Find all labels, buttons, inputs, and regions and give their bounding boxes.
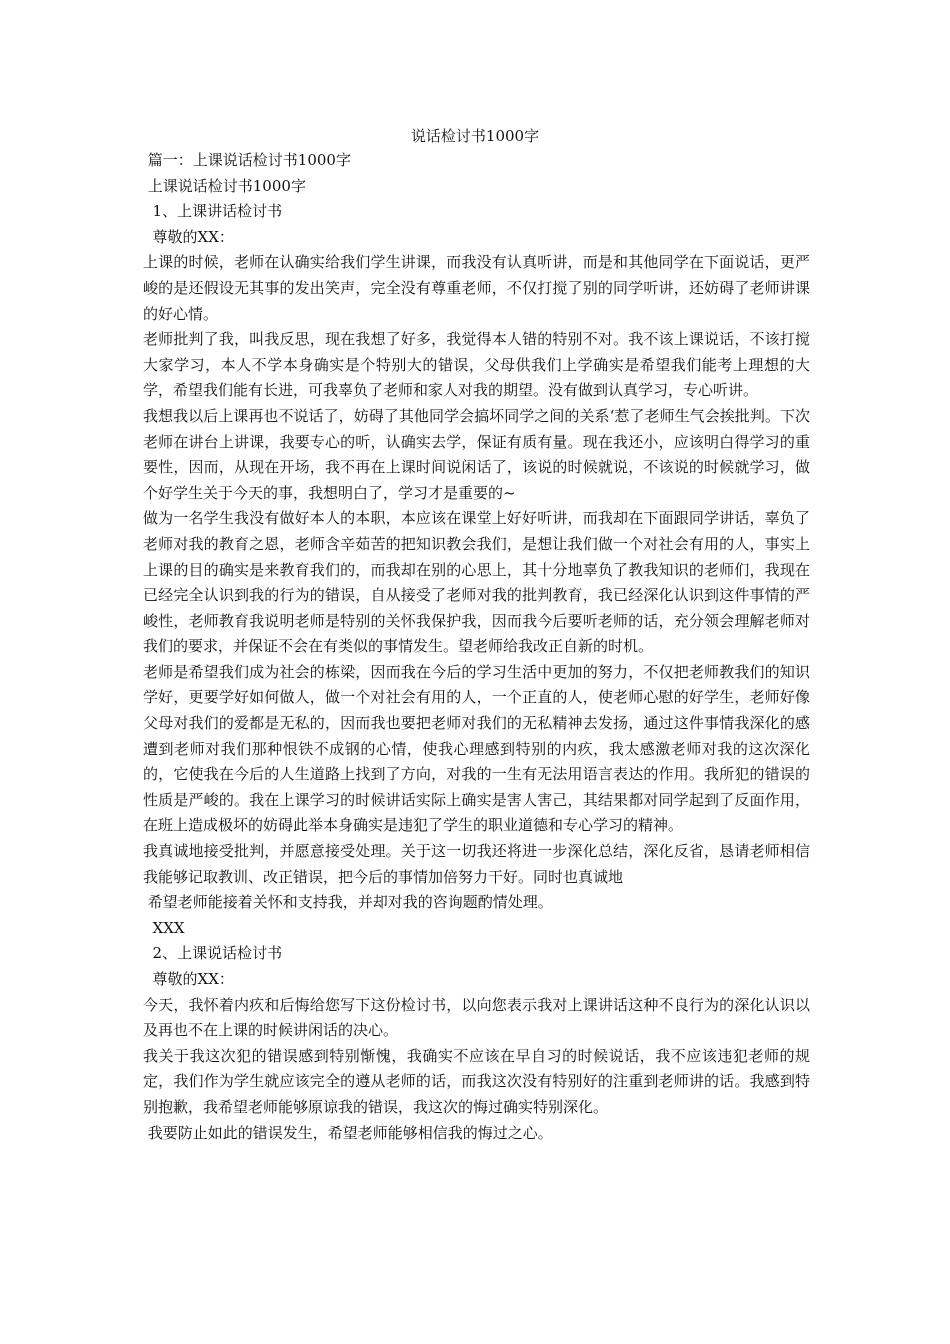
document-title: 说话检讨书1000字 — [410, 127, 540, 145]
paragraph: 我关于我这次犯的错误感到特别惭愧，我确实不应该在早自习的时候说话，我不应该违犯老师的规定，我们作为学生就应该完全的遵从老师的话，而我这次没有特别好的注重到老师讲的话。我感到特别抱歉，我希望老师能够原谅我的错误，我这次的悔过确实特别深化。 — [143, 1046, 810, 1116]
section-heading: 篇一：上课说话检讨书1000字 — [143, 151, 351, 169]
paragraph-line: 希望老师能接着关怀和支持我，并却对我的咨询题酌情处理。 — [143, 893, 553, 912]
paragraph-line: 我要防止如此的错误发生，希望老师能够相信我的悔过之心。 — [143, 1123, 553, 1142]
document-body — [143, 148, 810, 1146]
paragraph: 今天，我怀着内疚和后悔给您写下这份检讨书，以向您表示我对上课讲话这种不良行为的深化认识以及再也不在上课的时候讲闲话的决心。 — [143, 995, 810, 1040]
salutation: 尊敬的XX： — [143, 227, 234, 246]
paragraph: 上课的时候，老师在认确实给我们学生讲课，而我没有认真听讲，而是和其他同学在下面说话，更严峻的是还假设无其事的发出笑声，完全没有尊重老师，不仅打搅了别的同学听讲，还妨碍了老师讲课的好心情。 — [143, 253, 810, 323]
paragraph: 老师批判了我，叫我反思，现在我想了好多，我觉得本人错的特别不对。我不该上课说话，不该打搅大家学习，本人不学本身确实是个特别大的错误，父母供我们上学确实是希望我们能考上理想的大学，希望我们能有长进，可我辜负了老师和家人对我的期望。没有做到认真学习，专心听讲。 — [143, 330, 810, 400]
item-heading: 2、上课说话检讨书 — [143, 944, 283, 963]
paragraph: 我想我以后上课再也不说话了，妨碍了其他同学会搞坏同学之间的关系‘惹了老师生气会挨批判。下次老师在讲台上讲课，我要专心的听，认确实去学，保证有质有量。现在我还小，应该明白得学习的重要性，因而，从现在开场，我不再在上课时间说闲话了，该说的时候就说，不该说的时候就学习，做个好学生关于今天的事，我想明白了，学习才是重要的~ — [143, 406, 810, 502]
paragraph: 老师是希望我们成为社会的栋梁，因而我在今后的学习生活中更加的努力，不仅把老师教我们的知识学好，更要学好如何做人，做一个对社会有用的人，一个正直的人，使老师心慰的好学生，老师好像父母对我们的爱都是无私的，因而我也要把老师对我们的无私精神去发扬，通过这件事情我深化的感遭到老师对我们那种恨铁不成钢的心情，使我心理感到特别的内疚，我太感激老师对我的这次深化的，它使我在今后的人生道路上找到了方向，对我的一生有无法用语言表达的作用。我所犯的错误的性质是严峻的。我在上课学习的时候讲话实际上确实是害人害己，其结果都对同学起到了反面作用，在班上造成极坏的妨碍此举本身确实是违犯了学生的职业道德和专心学习的精神。 — [143, 662, 810, 835]
signature: XXX — [143, 918, 185, 937]
paragraph: 我真诚地接受批判，并愿意接受处理。关于这一切我还将进一步深化总结，深化反省，恳请老师相信我能够记取教训、改正错误，把今后的事情加倍努力干好。同时也真诚地 — [143, 842, 810, 886]
item-heading: 1、上课讲话检讨书 — [143, 202, 283, 221]
paragraph: 做为一名学生我没有做好本人的本职，本应该在课堂上好好听讲，而我却在下面跟同学讲话，辜负了老师对我的教育之恩，老师含辛茹苦的把知识教会我们，是想让我们做一个对社会有用的人，事实上上课的目的确实是来教育我们的，而我却在别的心思上，其十分地辜负了教我知识的老师们，我现在已经完全认识到我的行为的错误，自从接受了老师对我的批判教育，我已经深化认识到这件事情的严峻性，老师教育我说明老师是特别的关怀我保护我，因而我今后要听老师的话，充分领会理解老师对我们的要求，并保证不会在有类似的事情发生。望老师给我改正自新的时机。 — [143, 509, 810, 656]
salutation: 尊敬的XX： — [143, 970, 234, 988]
subheading: 上课说话检讨书1000字 — [143, 176, 306, 195]
